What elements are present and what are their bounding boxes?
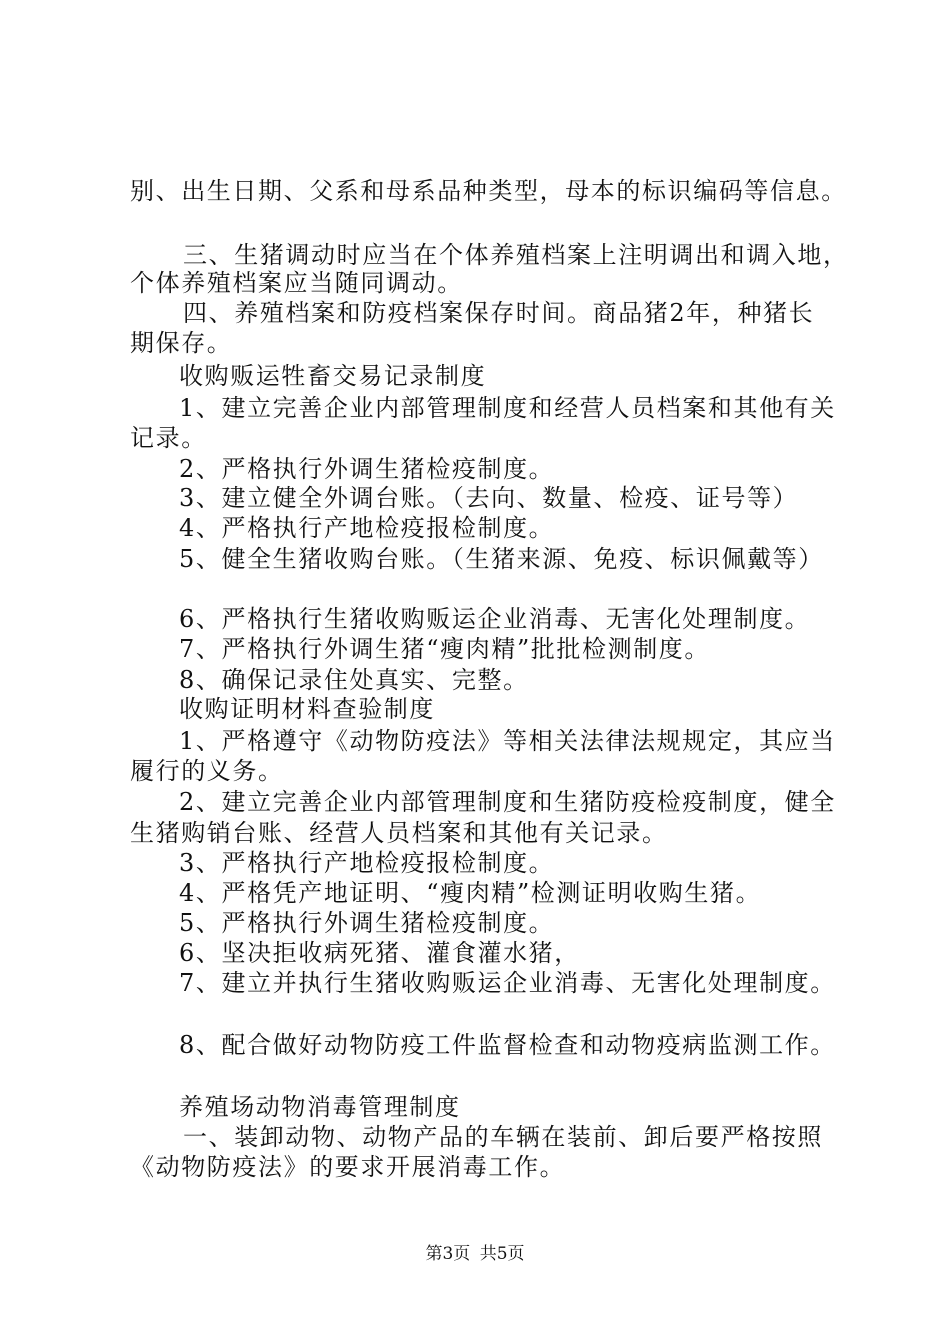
page-footer	[0, 1243, 950, 1265]
text-line: 《动物防疫法》的要求开展消毒工作。	[130, 1153, 566, 1181]
text-line: 7、严格执行外调生猪“瘦肉精”批批检测制度。	[179, 635, 711, 663]
page-total: 共5页	[479, 1244, 525, 1264]
text-line: 2、严格执行外调生猪检疫制度。	[179, 455, 555, 483]
text-line: 8、配合做好动物防疫工件监督检查和动物疫病监测工作。	[179, 1031, 836, 1059]
text-line: 生猪购销台账、经营人员档案和其他有关记录。	[130, 819, 668, 847]
text-line: 8、确保记录住处真实、完整。	[179, 666, 529, 694]
text-line: 7、建立并执行生猪收购贩运企业消毒、无害化处理制度。	[179, 969, 836, 997]
text-line: 2、建立完善企业内部管理制度和生猪防疫检疫制度，健全	[179, 788, 836, 816]
section-heading: 收购证明材料查验制度	[179, 695, 435, 723]
text-line: 三、生猪调动时应当在个体养殖档案上注明调出和调入地，	[183, 241, 849, 269]
text-line: 个体养殖档案应当随同调动。	[130, 269, 463, 297]
text-line: 四、养殖档案和防疫档案保存时间。商品猪2年，种猪长	[183, 299, 815, 327]
section-heading: 收购贩运牲畜交易记录制度	[179, 362, 487, 390]
text-line: 期保存。	[130, 329, 233, 357]
text-line: 3、建立健全外调台账。（去向、数量、检疫、证号等）	[179, 484, 799, 512]
text-line: 5、健全生猪收购台账。（生猪来源、免疫、标识佩戴等）	[179, 545, 824, 573]
page-number: 第3页	[425, 1244, 471, 1264]
text-line: 5、严格执行外调生猪检疫制度。	[179, 909, 555, 937]
text-line: 1、建立完善企业内部管理制度和经营人员档案和其他有关	[179, 394, 836, 422]
text-line: 4、严格凭产地证明、“瘦肉精”检测证明收购生猪。	[179, 879, 762, 907]
text-line: 一、装卸动物、动物产品的车辆在装前、卸后要严格按照	[183, 1123, 823, 1151]
text-line: 6、坚决拒收病死猪、灌食灌水猪，	[179, 939, 580, 967]
text-line: 6、严格执行生猪收购贩运企业消毒、无害化处理制度。	[179, 605, 811, 633]
text-line: 4、严格执行产地检疫报检制度。	[179, 514, 555, 542]
section-heading: 养殖场动物消毒管理制度	[179, 1093, 461, 1121]
text-line: 1、严格遵守《动物防疫法》等相关法律法规规定，其应当	[179, 727, 836, 755]
text-line: 3、严格执行产地检疫报检制度。	[179, 849, 555, 877]
text-line: 记录。	[130, 424, 207, 452]
text-line: 别、出生日期、父系和母系品种类型，母本的标识编码等信息。	[130, 177, 847, 205]
text-line: 履行的义务。	[130, 757, 284, 785]
